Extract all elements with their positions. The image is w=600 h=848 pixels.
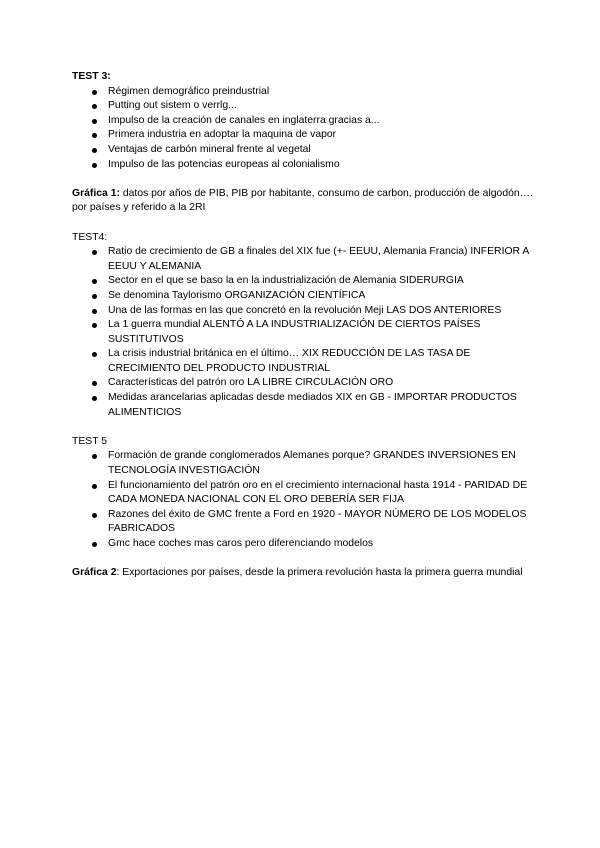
list-item: Impulso de la creación de canales en inglaterra gracias a... (108, 114, 540, 129)
list-item: Gmc hace coches mas caros pero diferenciando modelos (108, 537, 540, 552)
list-item: Formación de grande conglomerados Alemanes porque? GRANDES INVERSIONES EN TECNOLOGÍA INVESTIGACIÓN (108, 449, 540, 478)
test5-list (72, 449, 540, 551)
grafica1-text: datos por años de PIB, PIB por habitante, consumo de carbon, producción de algodón…. por países y referido a la 2RI (72, 187, 533, 214)
list-item: Se denomina Taylorismo ORGANIZACIÓN CIENTÍFICA (108, 289, 540, 304)
list-item: Putting out sistem o verrlg... (108, 99, 540, 114)
list-item: Características del patrón oro LA LIBRE CIRCULACIÓN ORO (108, 376, 540, 391)
test4-heading: TEST4: (72, 231, 108, 243)
test4-section (72, 231, 540, 421)
grafica1-paragraph (72, 187, 540, 216)
test3-heading: TEST 3: (72, 71, 111, 82)
grafica2-section (72, 566, 540, 581)
grafica2-paragraph (72, 566, 540, 581)
test5-heading: TEST 5 (72, 435, 108, 447)
grafica2-label: Gráfica 2 (72, 567, 117, 579)
grafica2-text: : Exportaciones por países, desde la primera revolución hasta la primera guerra mundial (116, 567, 523, 579)
test4-list (72, 245, 540, 420)
list-item: Régimen demográfico preindustrial (108, 85, 540, 100)
list-item: Medidas arancelarias aplicadas desde mediados XIX en GB - IMPORTAR PRODUCTOS ALIMENTICIOS (108, 391, 540, 420)
list-item: Ratio de crecimiento de GB a finales del XIX fue (+- EEUU, Alemania Francia) INFERIOR A EEUU Y ALEMANIA (108, 245, 540, 274)
list-item: El funcionamiento del patrón oro en el crecimiento internacional hasta 1914 - PARIDAD DE CADA MONEDA NACIONAL CON EL ORO DEBERÍA SER FIJA (108, 479, 540, 508)
grafica1-section (72, 187, 540, 216)
list-item: Ventajas de carbón mineral frente al vegetal (108, 143, 540, 158)
list-item: Impulso de las potencias europeas al colonialismo (108, 158, 540, 173)
list-item: La 1 guerra mundial ALENTÓ A LA INDUSTRIALIZACIÓN DE CIERTOS PAÍSES SUSTITUTIVOS (108, 318, 540, 347)
list-item: Sector en el que se baso la en la industrialización de Alemania SIDERURGIA (108, 274, 540, 289)
grafica1-label: Gráfica 1: (72, 187, 120, 199)
list-item: Razones del éxito de GMC frente a Ford en 1920 - MAYOR NÚMERO DE LOS MODELOS FABRICADOS (108, 508, 540, 537)
test3-section (72, 70, 540, 172)
list-item: Primera industria en adoptar la maquina de vapor (108, 128, 540, 143)
test3-list (72, 85, 540, 173)
list-item: Una de las formas en las que concretó en la revolución Meji LAS DOS ANTERIORES (108, 304, 540, 319)
list-item: La crisis industrial británica en el último… XIX REDUCCIÓN DE LAS TASA DE CRECIMIENTO DEL PRODUCTO INDUSTRIAL (108, 347, 540, 376)
test5-section (72, 435, 540, 552)
